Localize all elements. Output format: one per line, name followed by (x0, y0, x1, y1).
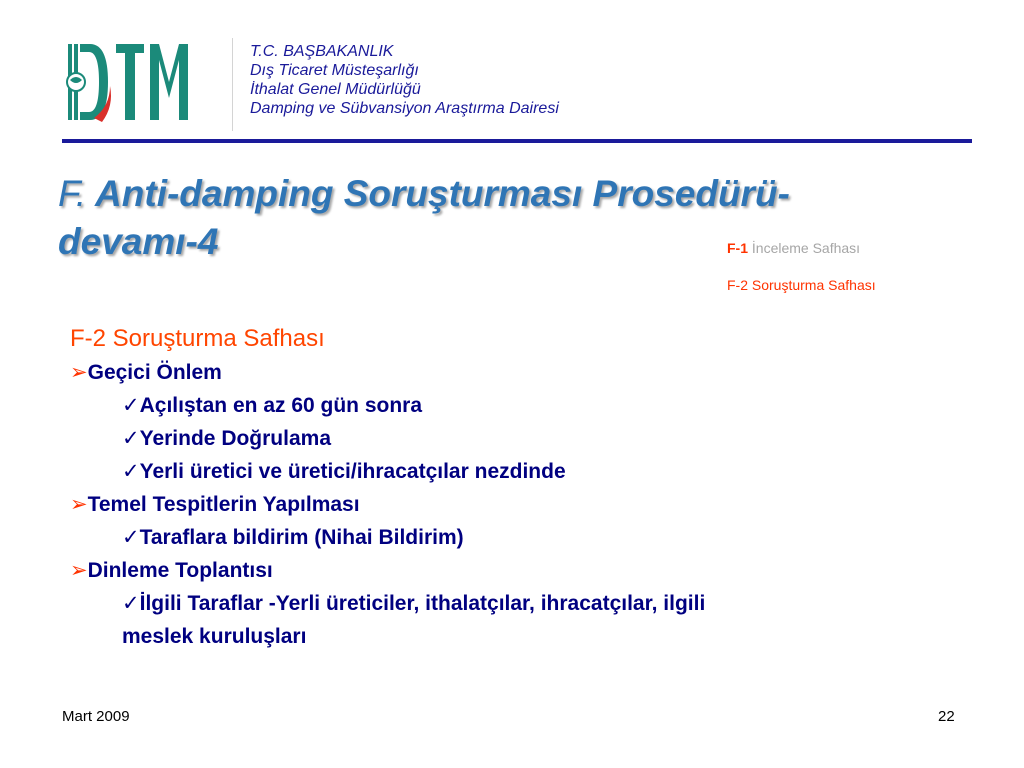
section-heading: F-2 Soruşturma Safhası (70, 325, 325, 352)
checkmark-icon: ✓ (122, 526, 140, 549)
dtm-logo (64, 38, 192, 126)
list-item (70, 422, 970, 455)
list-item-label: Yerinde Doğrulama (139, 427, 331, 450)
logo-text: DTM (64, 38, 67, 39)
list-item-label: Açılıştan en az 60 gün sonra (139, 394, 423, 417)
dtm-logo-graphic (64, 38, 192, 126)
footer-date: Mart 2009 (62, 708, 130, 725)
list-item (70, 554, 970, 587)
list-item (70, 587, 970, 620)
list-item-label: Geçici Önlem (87, 361, 222, 384)
arrow-bullet-icon: ➢ (70, 559, 88, 582)
arrow-bullet-icon: ➢ (70, 493, 88, 516)
list-item (70, 455, 970, 488)
page-number: 22 (938, 708, 955, 725)
org-line: Dış Ticaret Müsteşarlığı (250, 62, 419, 79)
arrow-bullet-icon: ➢ (70, 361, 88, 384)
phase-f1-label: İnceleme Safhası (751, 240, 861, 256)
list-item-label: İlgili Taraflar -Yerli üreticiler, ithalatçılar, ihracatçılar, ilgili (139, 592, 706, 615)
org-line: Damping ve Sübvansiyon Araştırma Dairesi (250, 100, 559, 117)
title-line-2: devamı-4 (58, 221, 219, 262)
checkmark-icon: ✓ (122, 394, 140, 417)
list-item-label: Dinleme Toplantısı (87, 559, 273, 582)
slide-body (70, 322, 970, 653)
organization-block (250, 42, 559, 118)
checkmark-icon: ✓ (122, 460, 140, 483)
org-line: T.C. BAŞBAKANLIK (250, 43, 394, 60)
header-divider (62, 139, 972, 143)
phase-f1-code: F-1 (727, 240, 748, 256)
org-line: İthalat Genel Müdürlüğü (250, 81, 421, 98)
list-item-label: Temel Tespitlerin Yapılması (87, 493, 360, 516)
header-divider-vertical (232, 38, 233, 131)
list-item (70, 488, 970, 521)
checkmark-icon: ✓ (122, 592, 140, 615)
list-item (70, 389, 970, 422)
list-item (70, 356, 970, 389)
list-item-label: Yerli üretici ve üretici/ihracatçılar nezdinde (139, 460, 566, 483)
title-line-1: Anti-damping Soruşturması Prosedürü- (95, 173, 790, 214)
list-item (70, 521, 970, 554)
phase-f1 (727, 240, 860, 256)
phase-f2: F-2 Soruşturma Safhası (727, 277, 876, 293)
checkmark-icon: ✓ (122, 427, 140, 450)
list-item-label: Taraflara bildirim (Nihai Bildirim) (139, 526, 464, 549)
title-prefix: F. (58, 173, 87, 214)
list-item-continuation: meslek kuruluşları (122, 625, 307, 648)
